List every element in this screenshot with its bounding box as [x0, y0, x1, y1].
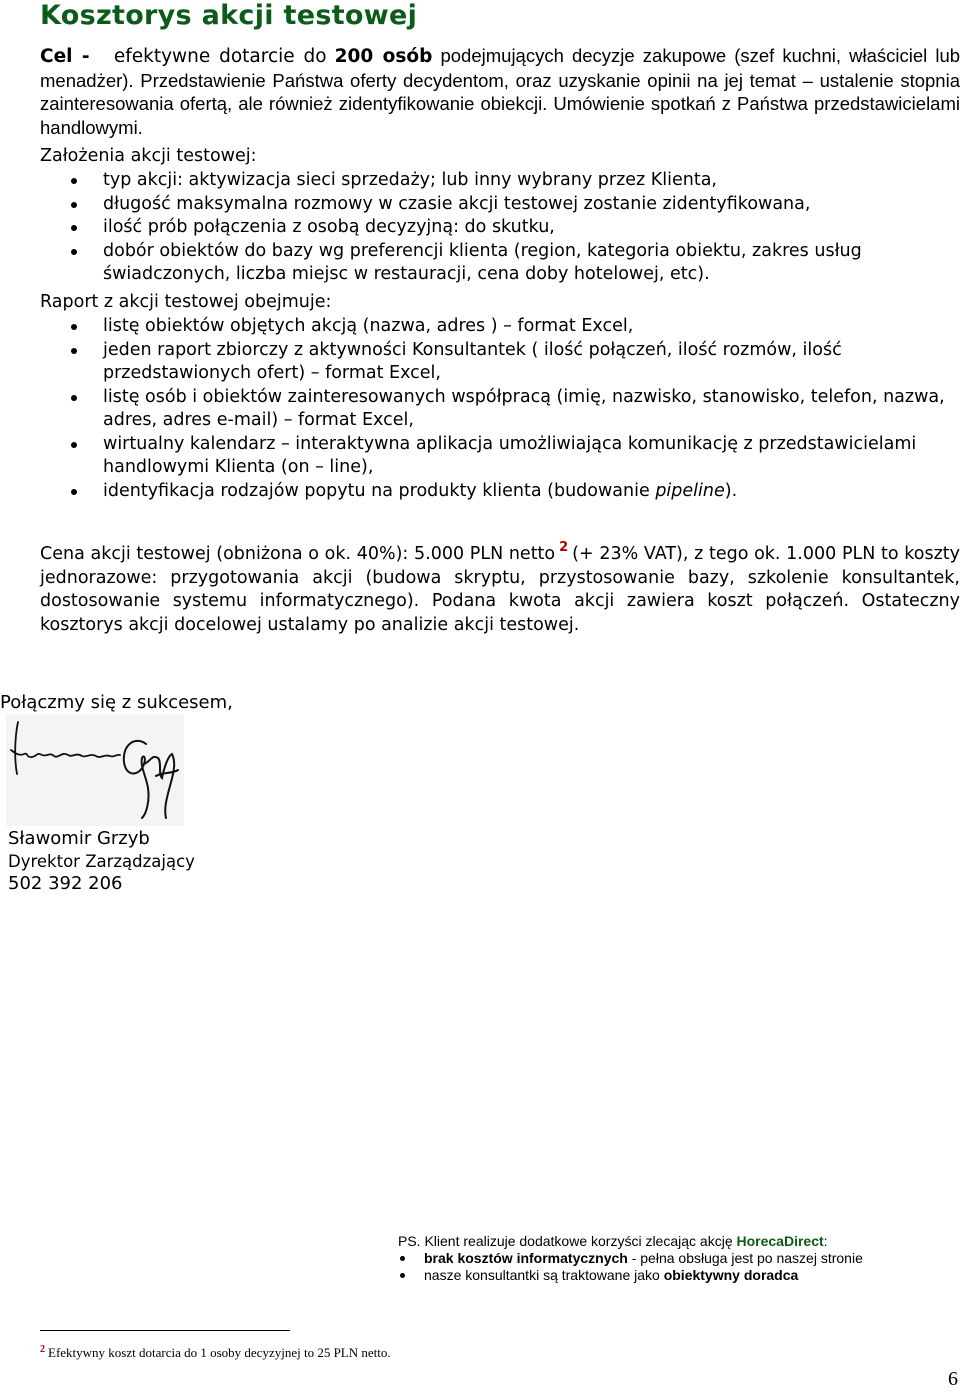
- footnote-mark: 2: [40, 1344, 45, 1355]
- brand-part-b: Direct: [783, 1233, 824, 1249]
- postscript: [398, 1233, 958, 1284]
- list-item: ilość prób połączenia z osobą decyzyjną: do skutku,: [40, 216, 960, 240]
- closing-line: Połączmy się z sukcesem,: [0, 692, 233, 713]
- list-item: listę obiektów objętych akcją (nazwa, adres ) – format Excel,: [40, 315, 960, 339]
- brand-name: [737, 1233, 824, 1249]
- list-item: jeden raport zbiorczy z aktywności Konsultantek ( ilość połączeń, ilość rozmów, ilość przedstawionych ofert) – format Excel,: [40, 339, 960, 386]
- list-item: [398, 1250, 958, 1267]
- list-item-text: nasze konsultantki są traktowane jako: [424, 1267, 664, 1283]
- handwritten-signature: [6, 714, 184, 826]
- price-paragraph: [40, 536, 960, 637]
- list-item: wirtualny kalendarz – interaktywna aplikacja umożliwiająca komunikację z przedstawicielami handlowymi Klienta (on – line),: [40, 433, 960, 480]
- page-title: Kosztorys akcji testowej: [40, 0, 418, 31]
- signatory-name: Sławomir Grzyb: [8, 828, 150, 849]
- goal-paragraph: [40, 44, 960, 139]
- postscript-intro: [398, 1233, 958, 1250]
- price-details: (+ 23% VAT), z tego ok. 1.000 PLN to koszty jednorazowe: przygotowania akcji (budowa skryptu, przystosowanie bazy, szkolenie konsultantek, dostosowanie systemu informatycznego). Podana kwota akcji zawiera koszt połączeń. Ostateczny kosztorys akcji docelowej ustalamy po analizie akcji testowej.: [40, 544, 960, 635]
- list-item: dobór obiektów do bazy wg preferencji klienta (region, kategoria obiektu, zakres usług świadczonych, liczba miejsc w restauracji, cena doby hotelowej, etc).: [40, 240, 960, 287]
- footnote: [40, 1344, 391, 1361]
- goal-label: Cel -: [40, 46, 90, 67]
- footnote-reference[interactable]: 2: [559, 540, 569, 555]
- postscript-prefix: PS. Klient realizuje dodatkowe korzyści zlecając akcję: [398, 1233, 733, 1249]
- list-item-italic: pipeline: [655, 480, 725, 501]
- list-item-bold: obiektywny doradca: [663, 1267, 799, 1283]
- page-number: 6: [948, 1368, 958, 1390]
- footnote-text: Efektywny koszt dotarcia do 1 osoby decyzyjnej to 25 PLN netto.: [48, 1345, 391, 1360]
- list-item: typ akcji: aktywizacja sieci sprzedaży; lub inny wybrany przez Klienta,: [40, 169, 960, 193]
- goal-text-before: efektywne dotarcie do: [113, 46, 327, 67]
- goal-text-after: podejmujących decyzje zakupowe (szef kuchni, właściciel lub menadżer). Przedstawienie Państwa oferty decydentom, oraz uzyskanie opinii na jej temat – ustalenie stopnia zainteresowania ofertą, ale również zidentyfikowanie obiekcji. Umówienie spotkań z Państwa przedstawicielami handlowymi.: [40, 45, 960, 138]
- list-item-bold: brak kosztów informatycznych: [424, 1250, 628, 1266]
- list-item: [40, 480, 960, 504]
- list-item: listę osób i obiektów zainteresowanych współpracą (imię, nazwisko, stanowisko, telefon, nazwa, adres, adres e-mail) – format Excel,: [40, 386, 960, 433]
- signatory-phone: 502 392 206: [8, 873, 123, 894]
- list-item-text: - pełna obsługa jest po naszej stronie: [627, 1250, 863, 1266]
- list-item-end: ).: [724, 480, 738, 501]
- report-heading: Raport z akcji testowej obejmuje:: [40, 292, 332, 312]
- postscript-suffix: :: [823, 1233, 828, 1249]
- list-item: [398, 1267, 958, 1284]
- postscript-list: [398, 1250, 958, 1284]
- assumptions-list: [40, 169, 960, 287]
- assumptions-heading: Założenia akcji testowej:: [40, 146, 257, 166]
- list-item: długość maksymalna rozmowy w czasie akcji testowej zostanie zidentyfikowana,: [40, 193, 960, 217]
- brand-part-a: Horeca: [736, 1233, 784, 1249]
- list-item-text: identyfikacja rodzajów popytu na produkty klienta (budowanie: [103, 480, 650, 501]
- goal-target-count: 200 osób: [334, 46, 433, 67]
- price-text: Cena akcji testowej (obniżona o ok. 40%): 5.000 PLN netto: [40, 544, 556, 564]
- signatory-role: Dyrektor Zarządzający: [8, 852, 195, 871]
- report-list: [40, 315, 960, 503]
- footnote-divider: [40, 1330, 290, 1331]
